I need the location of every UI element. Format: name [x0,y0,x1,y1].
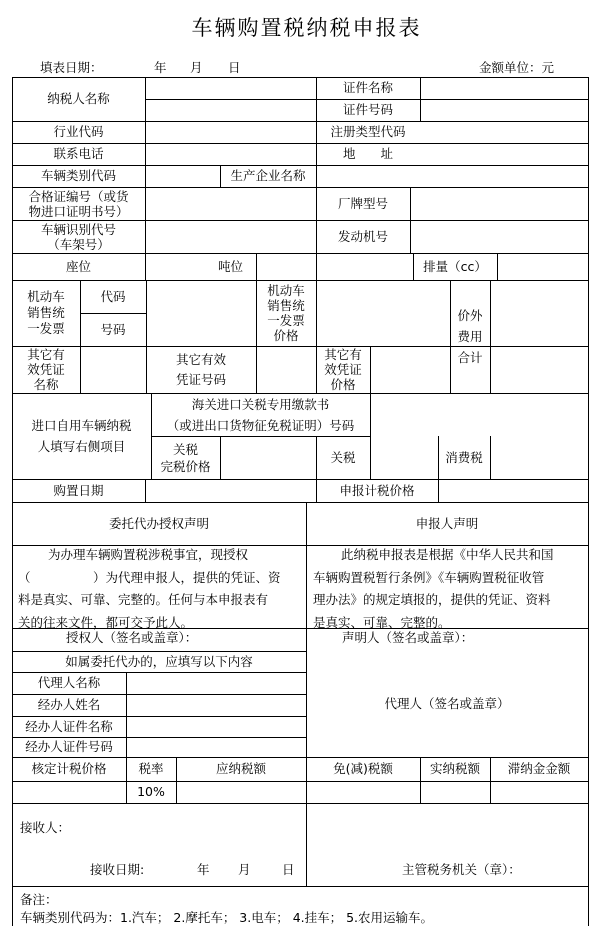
tariff-label-line: 关税 [330,450,356,465]
grid-line-v [256,346,257,394]
cert-name-label-line: 证件名称 [342,80,393,95]
vehicle-codes-note: 车辆类别代码为：1.汽车； 2.摩托车； 3.电车； 4.挂车； 5.农用运输车。 [20,910,434,925]
grid-line-v [420,77,421,122]
extra-fee-label-line: 费用 [457,329,483,344]
engine-no-label [316,230,410,244]
fill-date-year: 年 [154,60,167,75]
cert-name-label [316,81,420,95]
grid-line-v [145,77,146,188]
purchase-date-label [12,484,145,498]
taxpayer-name-label-line: 纳税人名称 [47,91,110,106]
auth-text [18,544,306,634]
grid-line-h [12,346,589,347]
customs-doc-label-line: （或进出口货物征免税证明）号码 [166,418,355,433]
grid-line-h [12,165,589,166]
late-fee-label-line: 滞纳金金额 [507,761,571,776]
grid-line-v [410,187,411,254]
grid-line-h [12,781,589,782]
declarant-sign-label: 声明人（签名或盖章）： [342,630,474,645]
declarant-text-line: 此纳税申报表是根据《中华人民共和国 [341,547,554,562]
auth-text-line: 关的往来文件，都可交予此人。 [18,614,194,630]
agent-name-label [12,676,126,690]
grid-line-v [497,253,498,281]
reg-type-code-label-line: 注册类型代码 [330,124,406,139]
fill-date-day: 日 [228,60,241,75]
customs-price-label-line: 关税 [172,442,198,457]
handler-cert-name-label [12,720,126,734]
invoice-price-label-line: 销售统 [267,298,305,313]
amount-unit: 金额单位：元 [479,60,555,75]
other-cert-name-label-line: 名称 [33,377,59,392]
tax-exempt-label [306,762,420,776]
seats-label-line: 座位 [65,259,91,274]
receive-date-day: 日 [282,862,295,877]
grid-line-h [12,77,589,78]
fill-date-label: 填表日期： [40,60,103,75]
receive-date-month: 月 [238,862,251,877]
other-cert-no-label-line: 其它有效 [175,352,226,367]
agent-note-label [12,655,306,669]
tax-authority-label: 主管税务机关（章）： [402,862,521,877]
handler-name-label [12,698,126,712]
receive-date-label: 接收日期: [90,862,145,877]
taxpayer-name-label [12,92,145,106]
invoice-label-line: 机动车 [27,289,65,304]
auth-heading-line: 委托代办授权声明 [108,516,209,531]
auth-text-line: 料是真实、可靠、完整的。任何与本申报表有 [18,592,269,607]
grid-line-v [438,479,439,503]
grid-line-h [12,220,589,221]
grid-line-h [12,253,589,254]
grid-line-h [145,99,589,100]
invoice-code-label-line: 代码 [100,289,126,304]
invoice-price-label [256,283,316,343]
brand-model-label [316,197,410,211]
phone-label [12,147,145,161]
industry-code-label-line: 行业代码 [53,124,104,139]
other-cert-name-label [12,347,80,392]
grid-line-v [220,436,221,480]
grid-line-v [316,253,317,281]
customs-doc-label [151,394,370,436]
grid-line-h [12,803,589,804]
grid-line-h [12,694,307,695]
cert-doc-no-label-line: 合格证编号（或货 [28,189,129,204]
grid-line-h [12,672,307,673]
consumption-tax-label-line: 消费税 [445,450,483,465]
extra-fee-label-line: 价外 [457,308,483,323]
grid-line-h [12,280,589,281]
auth-heading [12,517,306,531]
grid-line-h [12,143,589,144]
tonnage-label-line: 吨位 [217,259,243,274]
grid-line-v [145,479,146,503]
grid-line-v [588,77,589,926]
authorizer-label: 授权人（签名或盖章）： [66,630,198,645]
engine-no-label-line: 发动机号 [337,229,388,244]
displacement-label-line: 排量（cc） [423,259,487,274]
agent-sign-label-line: 代理人（签名或盖章） [384,696,510,711]
grid-line-v [146,280,147,347]
invoice-code-label [80,290,146,304]
industry-code-label [12,125,145,139]
other-cert-no-label [146,350,256,390]
tax-paid-label-line: 实纳税额 [429,761,480,776]
vehicle-type-code-label [12,169,145,183]
extra-fee-label-line: 合计 [457,350,483,365]
grid-line-v [306,502,307,887]
agent-sign-label [306,697,588,711]
cert-no-label-line: 证件号码 [342,102,393,117]
reg-type-code-label [316,125,420,139]
brand-model-label-line: 厂牌型号 [337,196,388,211]
seats-label [12,260,145,274]
grid-line-h [12,479,589,480]
other-cert-price-label [316,347,370,392]
grid-line-v [145,187,146,254]
grid-line-v [490,436,491,480]
extra-fee-label [450,305,490,368]
other-cert-price-label-line: 效凭证 [324,362,362,377]
other-cert-name-label-line: 效凭证 [27,362,65,377]
invoice-label-line: 销售统 [27,305,65,320]
displacement-label [413,260,497,274]
vin-label-line: 车辆识别代号 [40,222,116,237]
grid-line-h [12,121,589,122]
import-self-label [12,415,151,457]
declarant-text-line: 理办法》的规定填报的，提供的凭证、资料 [313,592,551,607]
grid-line-h [151,436,371,437]
taxable-price-label [12,762,126,776]
cert-doc-no-label-line: 物进口证明书号） [28,204,129,219]
declarant-text-line: 是真实、可靠、完整的。 [313,614,451,630]
other-cert-price-label-line: 其它有 [324,347,362,362]
grid-line-h [12,737,307,738]
auth-text-line: （ ）为代理申报人，提供的凭证、资 [18,569,281,585]
receiver-label: 接收人： [20,820,71,835]
cert-no-label [316,103,420,117]
vin-label-line: （车架号） [47,237,110,252]
invoice-price-label-line: 机动车 [267,283,305,298]
declarant-text [313,544,588,634]
other-cert-price-label-line: 价格 [330,377,356,392]
invoice-no-label [80,323,146,337]
import-self-label-line: 进口自用车辆纳税 [31,418,132,433]
agent-name-label-line: 代理人名称 [37,675,101,690]
address-label [316,147,420,161]
grid-line-h [80,313,147,314]
tax-rate-value-line: 10% [137,784,165,799]
handler-cert-no-label-line: 经办人证件号码 [25,739,113,754]
invoice-label-line: 一发票 [27,321,65,336]
other-cert-name-label-line: 其它有 [27,347,65,362]
receive-date-year: 年 [197,862,210,877]
grid-line-h [12,757,589,758]
handler-cert-no-label [12,740,126,754]
grid-line-h [12,502,589,503]
manufacturer-label [220,169,316,183]
tax-rate-label-line: 税率 [138,761,164,776]
consumption-tax-label [438,451,490,465]
invoice-price-label-line: 价格 [273,328,299,343]
address-label-line: 地 址 [342,146,393,161]
invoice-price-label-line: 一发票 [267,313,305,328]
purchase-date-label-line: 购置日期 [53,483,104,498]
grid-line-v [490,280,491,394]
tax-paid-label [420,762,490,776]
agent-note-label-line: 如属委托代办的，应填写以下内容 [65,654,253,669]
taxable-price-label-line: 核定计税价格 [31,761,107,776]
grid-line-v [126,672,127,758]
declarant-heading-line: 申报人声明 [415,516,479,531]
phone-label-line: 联系电话 [53,146,104,161]
import-self-label-line: 人填写右侧项目 [37,439,126,454]
grid-line-v [370,346,371,394]
customs-doc-label-line: 海关进口关税专用缴款书 [191,397,330,412]
handler-cert-name-label-line: 经办人证件名称 [25,719,113,734]
tax-payable-label [176,762,306,776]
tax-exempt-label-line: 免(减)税额 [333,761,393,776]
tax-payable-label-line: 应纳税额 [215,761,266,776]
grid-line-h [12,716,307,717]
grid-line-h [12,651,307,652]
form-title: 车辆购置税纳税申报表 [191,16,422,40]
manufacturer-label-line: 生产企业名称 [230,168,306,183]
auth-text-line: 为办理车辆购置税涉税事宜，现授权 [48,547,249,562]
fill-date-month: 月 [190,60,203,75]
declared-price-label [316,484,438,498]
handler-name-label-line: 经办人姓名 [37,697,101,712]
invoice-no-label-line: 号码 [100,322,126,337]
cert-doc-no-label [12,189,145,219]
invoice-label [12,289,80,337]
customs-price-label [151,441,220,475]
declarant-heading [306,517,588,531]
tariff-label [316,451,370,465]
vehicle-type-code-label-line: 车辆类别代码 [40,168,116,183]
grid-line-h [12,886,589,887]
customs-price-label-line: 完税价格 [160,459,211,474]
tax-rate-label [126,762,176,776]
remarks-label: 备注： [20,892,58,907]
grid-line-v [370,393,371,480]
grid-line-h [12,187,589,188]
tonnage-label [145,260,316,274]
grid-line-v [316,280,317,347]
declared-price-label-line: 申报计税价格 [339,483,415,498]
declarant-text-line: 车辆购置税暂行条例》《车辆购置税征收管 [313,569,545,585]
other-cert-no-label-line: 凭证号码 [175,372,226,387]
vin-label [12,222,145,252]
late-fee-label [490,762,588,776]
tax-rate-value [126,785,176,799]
